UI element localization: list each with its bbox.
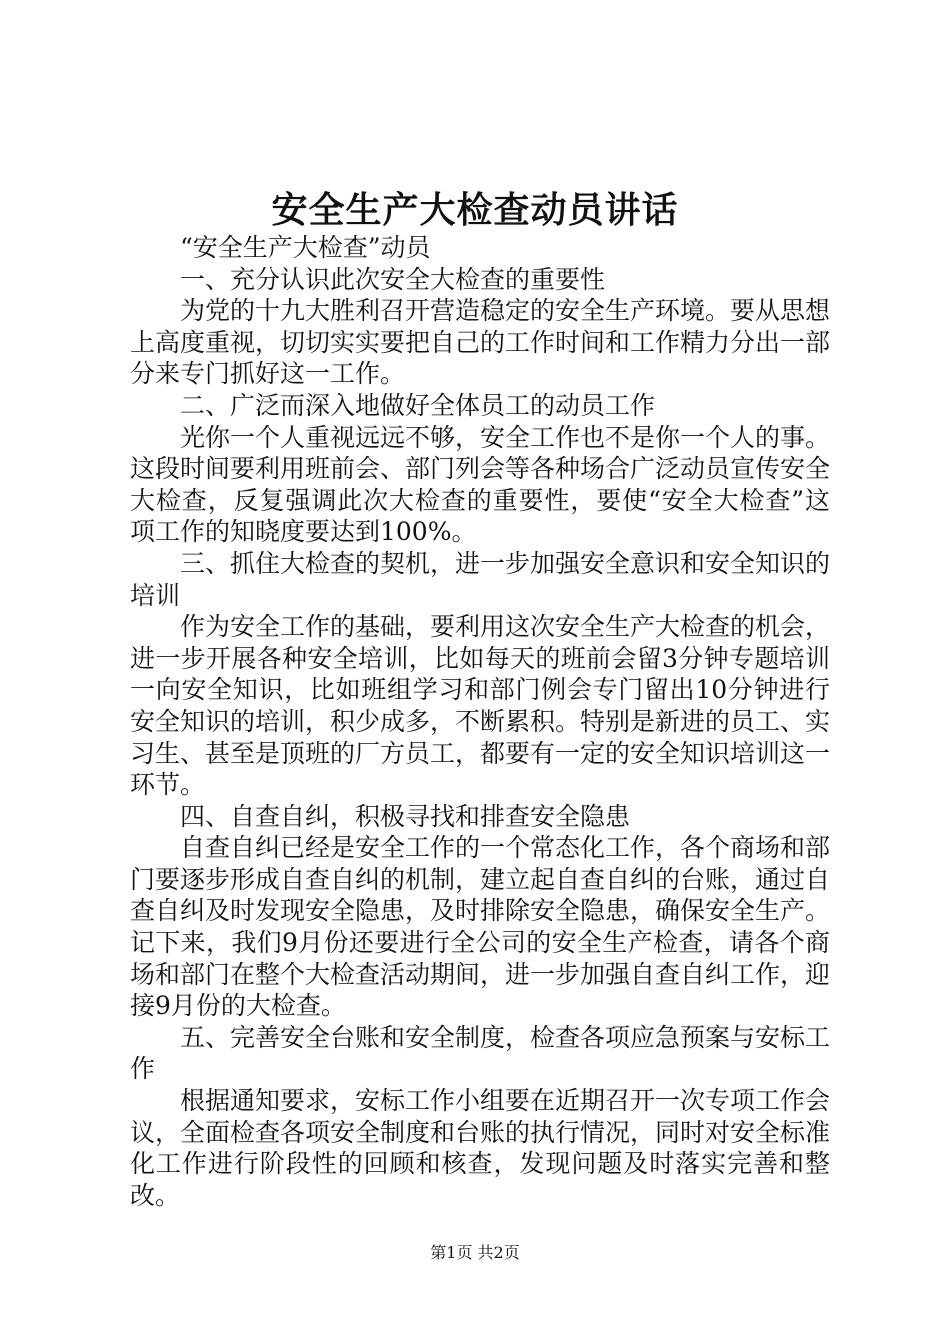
section-heading-1: 一、充分认识此次安全大检查的重要性 xyxy=(180,264,606,294)
section-body-1: 为党的十九大胜利召开营造稳定的安全生产环境。要从思想上高度重视，切切实实要把自己的工作时间和工作精力分出一部分来专门抓好这一工作。 xyxy=(130,296,831,389)
section-heading-2: 二、广泛而深入地做好全体员工的动员工作 xyxy=(180,390,656,420)
section-body-3: 作为安全工作的基础，要利用这次安全生产大检查的机会，进一步开展各种安全培训，比如每天的班前会留3分钟专题培训一向安全知识，比如班组学习和部门例会专门留出10分钟进行安全知识的培训，积少成多，不断累积。特别是新进的员工、实习生、甚至是顶班的厂方员工，都要有一定的安全知识培训这一环节。 xyxy=(130,612,831,800)
section-heading-5: 五、完善安全台账和安全制度，检查各项应急预案与安标工作 xyxy=(130,1022,831,1084)
section-body-2: 光你一个人重视远远不够，安全工作也不是你一个人的事。这段时间要利用班前会、部门列会等各种场合广泛动员宣传安全大检查，反复强调此次大检查的重要性，要使“安全大检查”这项工作的知晓度要达到100%。 xyxy=(130,422,831,547)
section-body-4: 自查自纠已经是安全工作的一个常态化工作，各个商场和部门要逐步形成自查自纠的机制，建立起自查自纠的台账，通过自查自纠及时发现安全隐患，及时排除安全隐患，确保安全生产。记下来，我们9月份还要进行全公司的安全生产检查，请各个商场和部门在整个大检查活动期间，进一步加强自查自纠工作，迎接9月份的大检查。 xyxy=(130,833,831,1021)
section-heading-4: 四、自查自纠，积极寻找和排查安全隐患 xyxy=(180,801,631,831)
page-number-footer: 第1页 共2页 xyxy=(430,1243,520,1262)
section-body-5: 根据通知要求，安标工作小组要在近期召开一次专项工作会议，全面检查各项安全制度和台账的执行情况，同时对安全标准化工作进行阶段性的回顾和核查，发现问题及时落实完善和整改。 xyxy=(130,1086,831,1210)
document-title: 安全生产大检查动员讲话 xyxy=(271,189,679,231)
document-body xyxy=(130,232,830,1211)
intro-line: “安全生产大检查”动员 xyxy=(180,233,431,262)
section-heading-3: 三、抓住大检查的契机，进一步加强安全意识和安全知识的培训 xyxy=(130,548,831,610)
